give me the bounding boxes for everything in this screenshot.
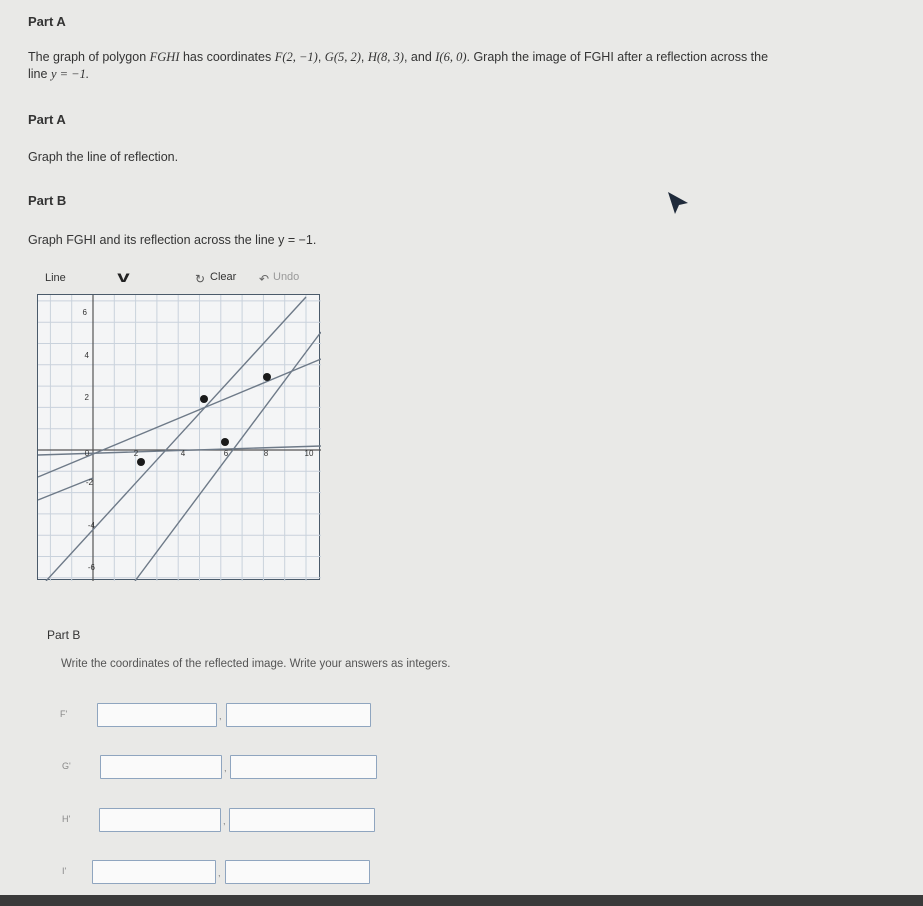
coordinate-plane[interactable] bbox=[38, 295, 321, 581]
y-tick-label: -6 bbox=[87, 563, 95, 572]
top-part-label: Part A bbox=[28, 14, 66, 29]
and-word: and bbox=[410, 50, 432, 64]
grid-lines bbox=[38, 295, 321, 581]
coord-g: G(5, 2) bbox=[324, 50, 361, 64]
problem-text-mid: has coordinates bbox=[179, 50, 275, 64]
part-b-instruction: Graph FGHI and its reflection across the line y = −1. bbox=[28, 233, 317, 247]
comma-separator: , bbox=[219, 711, 222, 721]
graph-toolbar bbox=[37, 266, 320, 292]
answer-label-f: F' bbox=[60, 709, 68, 719]
g-prime-x-input[interactable] bbox=[100, 755, 222, 779]
plotted-point[interactable] bbox=[137, 458, 145, 466]
chevron-down-icon[interactable]: v bbox=[117, 269, 130, 286]
y-tick-label: 6 bbox=[82, 308, 87, 317]
plotted-line[interactable] bbox=[46, 297, 306, 581]
plotted-point[interactable] bbox=[263, 373, 271, 381]
problem-text-end: . Graph the image of FGHI after a reflection across the bbox=[466, 50, 769, 64]
y-tick-label: -4 bbox=[87, 521, 95, 530]
refresh-icon[interactable]: ↻ bbox=[195, 272, 206, 286]
h-prime-y-input[interactable] bbox=[229, 808, 375, 832]
f-prime-x-input[interactable] bbox=[97, 703, 217, 727]
plotted-point[interactable] bbox=[221, 438, 229, 446]
plotted-lines[interactable] bbox=[38, 297, 321, 581]
g-prime-y-input[interactable] bbox=[230, 755, 377, 779]
coord-i: I(6, 0) bbox=[435, 50, 467, 64]
clear-button[interactable]: Clear bbox=[210, 271, 237, 283]
mouse-cursor-icon bbox=[668, 192, 694, 216]
tool-select-label[interactable]: Line bbox=[45, 272, 66, 284]
answer-label-h: H' bbox=[62, 814, 71, 824]
line-equation: y = −1. bbox=[50, 67, 89, 81]
line-prefix: line bbox=[28, 67, 51, 81]
plotted-point[interactable] bbox=[200, 395, 208, 403]
coord-h: H(8, 3) bbox=[367, 50, 404, 64]
undo-button[interactable]: Undo bbox=[273, 271, 300, 283]
x-tick-label: 4 bbox=[180, 449, 186, 458]
y-tick-label: -2 bbox=[85, 478, 93, 487]
part-a-heading: Part A bbox=[28, 112, 66, 127]
comma-separator: , bbox=[218, 868, 221, 878]
coord-f: F(2, −1) bbox=[274, 50, 318, 64]
x-tick-label: 6 bbox=[223, 449, 229, 458]
y-tick-label: 4 bbox=[84, 351, 89, 360]
plotted-line[interactable] bbox=[38, 359, 321, 477]
answer-label-i: I' bbox=[62, 866, 67, 876]
problem-text-start: The graph of polygon bbox=[28, 50, 150, 64]
part-b-heading: Part B bbox=[28, 193, 67, 208]
plotted-line[interactable] bbox=[38, 478, 93, 500]
answer-label-g: G' bbox=[62, 761, 71, 771]
tick-labels bbox=[83, 308, 314, 572]
x-tick-label: 8 bbox=[263, 449, 269, 458]
y-tick-label: 2 bbox=[84, 393, 89, 402]
i-prime-y-input[interactable] bbox=[225, 860, 370, 884]
h-prime-x-input[interactable] bbox=[99, 808, 221, 832]
x-tick-label: 0 bbox=[84, 449, 90, 458]
x-tick-label: 2 bbox=[133, 449, 139, 458]
part-b2-heading: Part B bbox=[47, 628, 81, 642]
problem-statement: The graph of polygon FGHI has coordinates F(2, −1), G(5, 2), H(8, 3), and I(6, 0). Graph the image of FGHI after a reflection across the line y = −1. bbox=[28, 50, 769, 81]
undo-icon[interactable]: ↶ bbox=[259, 272, 270, 286]
bottom-edge bbox=[0, 895, 923, 906]
polygon-name: FGHI bbox=[149, 50, 180, 64]
i-prime-x-input[interactable] bbox=[92, 860, 216, 884]
axes bbox=[38, 295, 321, 581]
part-a-instruction: Graph the line of reflection. bbox=[28, 150, 179, 164]
graph-canvas[interactable] bbox=[37, 294, 320, 580]
comma-separator: , bbox=[223, 816, 226, 826]
x-tick-label: 10 bbox=[304, 449, 314, 458]
part-b2-instruction: Write the coordinates of the reflected image. Write your answers as integers. bbox=[61, 658, 451, 670]
f-prime-y-input[interactable] bbox=[226, 703, 371, 727]
comma-separator: , bbox=[224, 763, 227, 773]
